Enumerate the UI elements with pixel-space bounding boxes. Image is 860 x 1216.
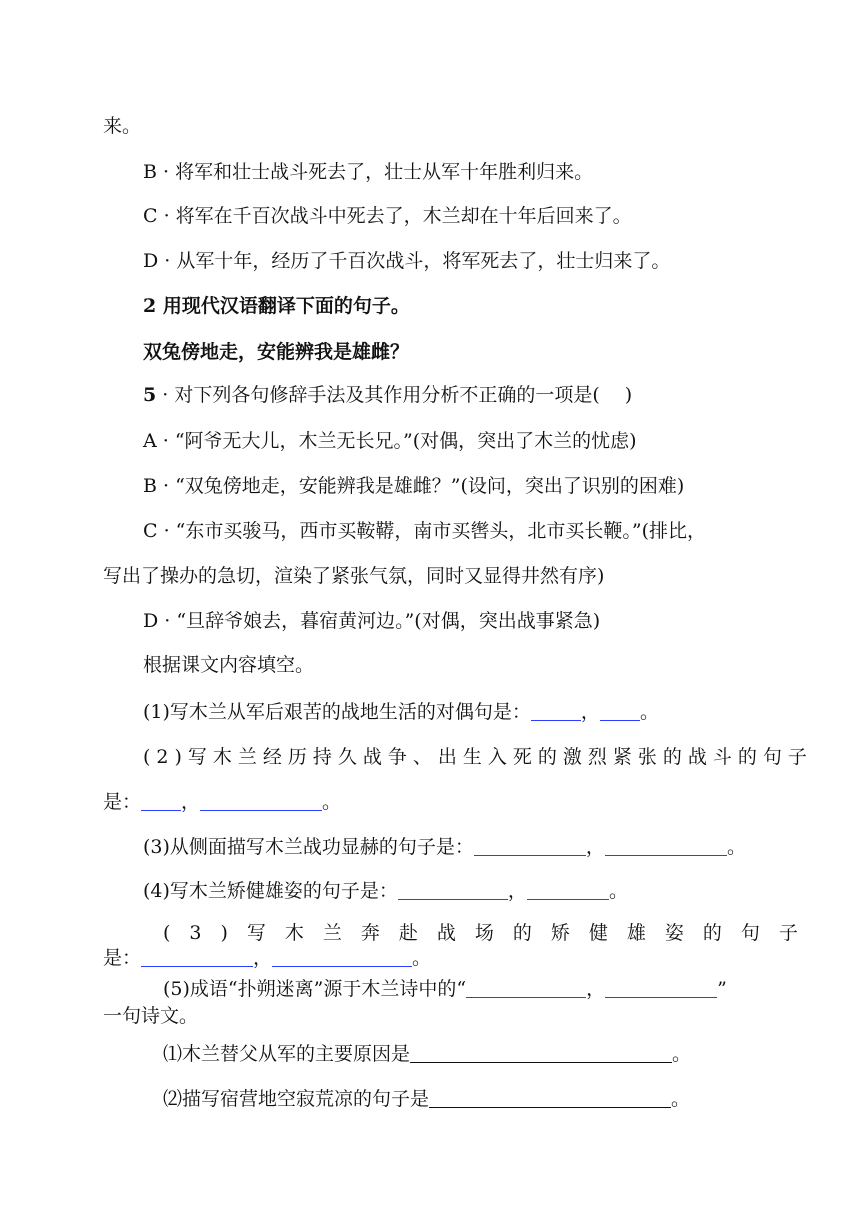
answer-blank[interactable] [410,1042,672,1063]
separator: ， [580,701,600,723]
text-line: 来。 [103,115,142,137]
option-a: A · “阿爷无大儿，木兰无长兄。”(对偶，突出了木兰的忧虑) [143,430,637,452]
answer-blank[interactable] [600,700,640,721]
answer-blank[interactable] [466,977,586,998]
option-b: B · 将军和壮士战斗死去了，壮士从军十年胜利归来。 [143,161,594,183]
option-c-cont: 写出了操办的急切，渲染了紧张气氛，同时又显得井然有序) [103,565,605,587]
period: 。 [412,947,432,969]
separator: ， [253,947,273,969]
option-d: D · “旦辞爷娘去，暮宿黄河边。”(对偶，突出战事紧急) [143,610,601,632]
answer-blank[interactable] [474,835,586,856]
option-b: B · “双兔傍地走，安能辨我是雄雌？”(设问，突出了识别的困难) [143,475,685,497]
option-c: C · 将军在千百次战斗中死去了，木兰却在十年后回来了。 [143,205,632,227]
period: 。 [671,1088,691,1110]
question-text: 是： [103,791,142,813]
separator: ， [181,791,201,813]
answer-blank[interactable] [141,946,253,967]
fill-question-5-cont [103,946,431,970]
answer-blank[interactable] [141,790,181,811]
fill-question-4 [143,879,628,903]
fill-question-5: (3)写木兰奔赴战场的矫健雄姿的句子 [163,922,817,944]
period: 。 [322,791,342,813]
fill-question-8 [163,1087,690,1111]
question-text: ⑴木兰替父从军的主要原因是 [163,1043,411,1065]
fill-question-6 [163,977,727,1001]
fill-question-1 [143,700,659,724]
question-heading: 2 用现代汉语翻译下面的句子。 [143,295,410,317]
question-text: (4)写木兰矫健雄姿的句子是： [143,880,398,902]
quote-close: ” [717,978,727,1000]
option-c: C · “东市买骏马，西市买鞍鞯，南市买辔头，北市买长鞭。”(排比， [143,520,706,542]
separator: ， [586,978,606,1000]
fill-question-2: (2)写木兰经历持久战争、出生入死的激烈紧张的战斗的句子 [143,746,813,768]
fill-question-7 [163,1042,691,1066]
answer-blank[interactable] [531,700,581,721]
question-text: (5)成语“扑朔迷离”源于木兰诗中的“ [163,978,467,1000]
question-sentence: 双兔傍地走，安能辨我是雄雌？ [143,341,410,363]
fill-question-6-cont: 一句诗文。 [103,1005,199,1027]
answer-blank[interactable] [398,879,508,900]
option-d: D · 从军十年，经历了千百次战斗，将军死去了，壮士归来了。 [143,250,671,272]
separator: ， [507,880,527,902]
fill-question-3 [143,835,746,859]
answer-blank[interactable] [200,790,322,811]
question-text: (1)写木兰从军后艰苦的战地生活的对偶句是： [143,701,531,723]
answer-blank[interactable] [527,879,609,900]
answer-blank[interactable] [272,946,412,967]
period: 。 [608,880,628,902]
period: 。 [639,701,659,723]
question-text: · 对下列各句修辞手法及其作用分析不正确的一项是( ) [156,384,633,406]
separator: ， [585,836,605,858]
period: 。 [726,836,746,858]
section-instruction: 根据课文内容填空。 [143,654,315,676]
fill-question-2-cont [103,790,341,814]
question-5 [143,383,632,407]
question-text: 是： [103,947,142,969]
answer-blank[interactable] [605,835,727,856]
answer-blank[interactable] [429,1087,671,1108]
question-number: 5 [143,384,157,406]
answer-blank[interactable] [605,977,717,998]
question-text: ⑵描写宿营地空寂荒凉的句子是 [163,1088,430,1110]
period: 。 [672,1043,692,1065]
question-text: (3)从侧面描写木兰战功显赫的句子是： [143,836,474,858]
